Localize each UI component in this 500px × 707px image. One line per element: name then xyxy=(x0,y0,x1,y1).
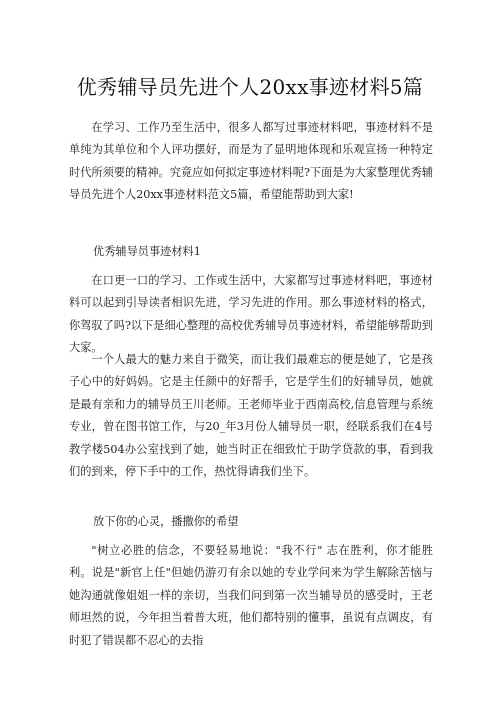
intro-paragraph: 在学习、工作乃至生活中，很多人都写过事迹材料吧，事迹材料不是单纯为其单位和个人评功摆好，而是为了显明地体现和乐观宣扬一种特定时代所须要的精神。究竟应如何拟定事迹材料呢?下面是为大家整理优秀辅导员先进个人20xx事迹材料范文5篇，希望能帮助到大家! xyxy=(69,121,433,202)
body-paragraph: 在口更一口的学习、工作或生活中，大家都写过事迹材料吧，事迹材料可以起到引导读者相识先进，学习先进的作用。那么事迹材料的格式，你驾驭了吗?以下是细心整理的高校优秀辅导员事迹材料，希望能够帮助到大家。 xyxy=(69,274,433,355)
document-title: 优秀辅导员先进个人20xx事迹材料5篇 xyxy=(76,75,424,99)
body-paragraph: 一个人最大的魅力来自于微笑，而让我们最难忘的便是她了，它是孩子心中的好妈妈。它是主任颜中的好帮手，它是学生们的好辅导员，她就是最有亲和力的辅导员王川老师。王老师毕业于西南高校,信息管理与系统专业，曾在图书馆工作，与20_年3月份人辅导员一职，经联系我们在4号教学楼504办公室找到了她，她当时正在细致忙于助学贷款的事，看到我们的到来，停下手中的工作，热忱得请我们坐下。 xyxy=(69,353,433,479)
subheading: 放下你的心灵，播撒你的希望 xyxy=(93,515,239,528)
body-paragraph: "树立必胜的信念，不要轻易地说："我不行" 志在胜利，你才能胜利。说是"新官上任"但她仍游刃有余以她的专业学问来为学生解除苦恼与她沟通就像姐姐一样的亲切，当我们问到第一次当辅导员的感受时，王老师坦然的说，今年担当着普大班，他们都特别的懂事，虽说有点调皮，有时犯了错误都不忍心的去指 xyxy=(69,544,433,647)
section-heading: 优秀辅导员事迹材料1 xyxy=(93,245,201,258)
